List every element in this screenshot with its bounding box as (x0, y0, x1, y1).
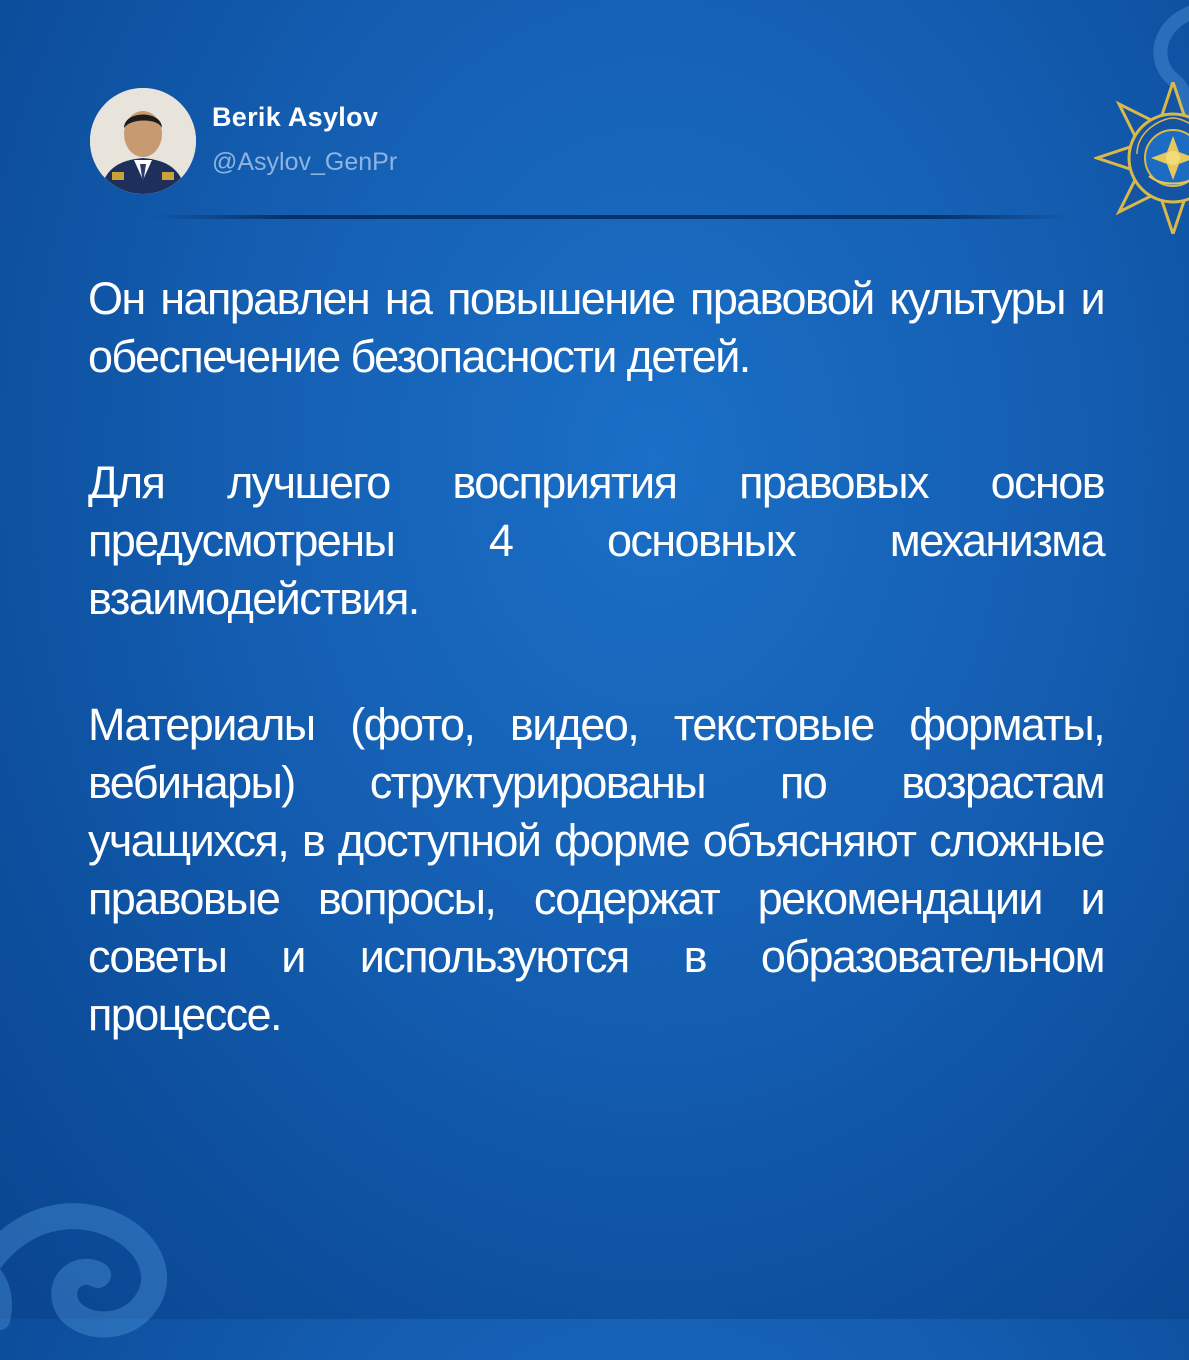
paragraph: Он направлен на повышение правовой культуры и обеспечение безопасности детей. (88, 273, 1104, 382)
header-divider (150, 215, 1070, 219)
person-portrait-icon (90, 88, 196, 194)
prosecutor-emblem-icon (1094, 82, 1189, 234)
author-handle[interactable]: @Asylov_GenPr (212, 148, 398, 176)
post-body (88, 270, 1104, 1112)
ornament-decoration (0, 1140, 200, 1360)
author-name[interactable]: Berik Asylov (212, 102, 379, 132)
paragraph: Материалы (фото, видео, текстовые форматы, вебинары) структурированы по возрастам учащихся, в доступной форме объясняют сложные правовые вопросы, содержат рекомендации и советы и используются в образовательном процессе. (88, 699, 1104, 1040)
post-header (90, 82, 1090, 192)
avatar[interactable] (90, 88, 196, 194)
paragraph: Для лучшего восприятия правовых основ предусмотрены 4 основных механизма взаимодействия. (88, 457, 1104, 624)
